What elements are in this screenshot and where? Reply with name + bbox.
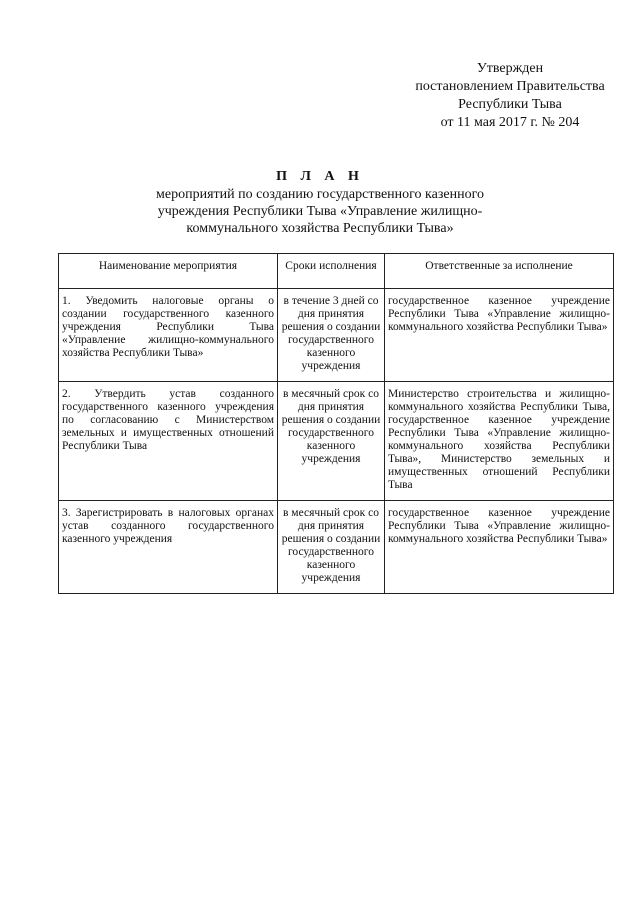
table-header-row [59, 254, 614, 289]
approval-line-decree: постановлением Правительства [415, 79, 605, 94]
cell-responsible: государственное казенное учреждение Республики Тыва «Управление жилищно-коммунального хозяйства Республики Тыва» [385, 501, 614, 594]
cell-deadline: в месячный срок со дня принятия решения о создании государственного казенного учреждения [278, 382, 385, 501]
approval-line-republic: Республики Тыва [458, 97, 562, 112]
cell-responsible: Министерство строительства и жилищно-коммунального хозяйства Республики Тыва, государственное казенное учреждение Республики Тыва «Управление жилищно-коммунального хозяйства Республики Тыва», Министерство земельных и имущественных отношений Республики Тыва [385, 382, 614, 501]
cell-task: 2. Утвердить устав созданного государственного казенного учреждения по согласованию с Министерством земельных и имущественных отношений Республики Тыва [59, 382, 278, 501]
cell-deadline: в месячный срок со дня принятия решения о создании государственного казенного учреждения [278, 501, 385, 594]
cell-task: 1. Уведомить налоговые органы о создании государственного казенного учреждения Республики Тыва «Управление жилищно-коммунального хозяйства Республики Тыва» [59, 289, 278, 382]
approval-stamp [380, 60, 640, 132]
cell-deadline: в течение 3 дней со дня принятия решения о создании государственного казенного учреждения [278, 289, 385, 382]
header-responsible: Ответственные за исполнение [385, 254, 614, 289]
cell-responsible: государственное казенное учреждение Республики Тыва «Управление жилищно-коммунального хозяйства Республики Тыва» [385, 289, 614, 382]
approval-line-approved: Утвержден [476, 61, 544, 76]
table-row [59, 382, 614, 501]
table-row [59, 501, 614, 594]
title-line-1: мероприятий по созданию государственного казенного [156, 187, 484, 202]
title-line-2: учреждения Республики Тыва «Управление жилищно- [157, 204, 483, 219]
header-deadline: Сроки исполнения [278, 254, 385, 289]
title-line-3: коммунального хозяйства Республики Тыва» [186, 221, 454, 236]
cell-task: 3. Зарегистрировать в налоговых органах устав созданного государственного казенного учреждения [59, 501, 278, 594]
header-task: Наименование мероприятия [59, 254, 278, 289]
plan-table [58, 253, 614, 594]
approval-line-date: от 11 мая 2017 г. № 204 [440, 115, 580, 130]
document-title [100, 168, 540, 237]
title-plan: П Л А Н [276, 169, 364, 184]
table-row [59, 289, 614, 382]
